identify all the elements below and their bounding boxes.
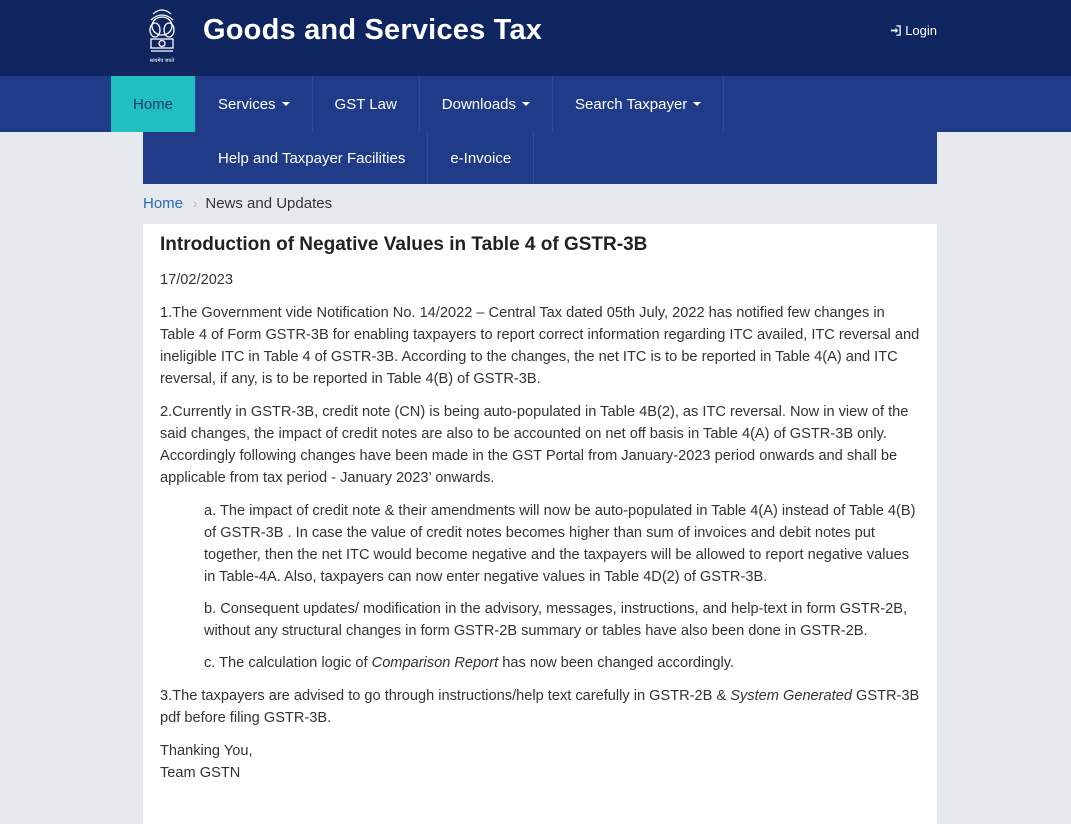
nav-help-label: Help and Taxpayer Facilities bbox=[218, 149, 406, 167]
paragraph-3-text-end: GSTR-3B pdf before filing GSTR-3B. bbox=[160, 688, 920, 726]
breadcrumb bbox=[143, 195, 332, 212]
subpoint-c-text-end: has now been changed accordingly. bbox=[498, 655, 735, 671]
nav-help-taxpayer-facilities[interactable] bbox=[196, 132, 428, 184]
secondary-navbar bbox=[143, 132, 937, 184]
caret-down-icon bbox=[522, 102, 530, 106]
nav-downloads-label: Downloads bbox=[441, 95, 517, 113]
main-navbar bbox=[0, 76, 1071, 132]
article-title: Introduction of Negative Values in Table 4 of GSTR-3B bbox=[160, 234, 648, 255]
nav-gst-law[interactable] bbox=[313, 76, 420, 132]
nav-search-taxpayer-label: Search Taxpayer bbox=[575, 95, 688, 113]
nav-services[interactable] bbox=[196, 76, 313, 132]
breadcrumb-home-link[interactable]: Home bbox=[143, 195, 184, 212]
nav-search-taxpayer[interactable] bbox=[553, 76, 724, 132]
site-title[interactable]: Goods and Services Tax bbox=[203, 14, 543, 46]
article-signoff bbox=[160, 740, 920, 784]
nav-row-secondary bbox=[196, 132, 534, 184]
login-label: Login bbox=[905, 23, 937, 38]
signoff-line-2: Team GSTN bbox=[160, 765, 241, 781]
national-emblem-logo[interactable] bbox=[143, 4, 181, 66]
nav-row-primary bbox=[111, 76, 724, 132]
nav-home[interactable] bbox=[111, 76, 196, 132]
article-subpoint-b: b. Consequent updates/ modification in the advisory, messages, instructions, and help-text in form GSTR-2B, without any structural changes in form GSTR-2B summary or tables have also been done in GSTR-2B. bbox=[204, 601, 908, 639]
article-subpoint-a: a. The impact of credit note & their amendments will now be auto-populated in Table 4(A) instead of Table 4(B) of GSTR-3B . In case the value of credit notes becomes higher than sum of invoices and debit notes put together, then the net ITC would become negative and the taxpayers will be allowed to report negative values in Table-4A. Also, taxpayers can now enter negative values in Table 4D(2) of GSTR-3B. bbox=[204, 503, 916, 585]
nav-e-invoice-label: e-Invoice bbox=[450, 149, 512, 167]
article-subpoint-c bbox=[204, 652, 920, 674]
paragraph-3-text: 3.The taxpayers are advised to go through instructions/help text carefully in GSTR-2B & bbox=[160, 688, 731, 704]
nav-gst-law-label: GST Law bbox=[334, 95, 397, 113]
breadcrumb-separator-icon: › bbox=[193, 196, 198, 211]
article-paragraph-3 bbox=[160, 685, 920, 729]
article-paragraph-2: 2.Currently in GSTR-3B, credit note (CN) is being auto-populated in Table 4B(2), as ITC reversal. Now in view of the said changes, the impact of credit notes are also to be accounted on net off basis in Table 4(A) of GSTR-3B only. Accordingly following changes have been made in the GST Portal from January-2023 period onwards and shall be applicable from tax period - January 2023’ onwards. bbox=[160, 404, 909, 486]
emblem-caption: सत्यमेव जयते bbox=[149, 58, 175, 64]
subpoint-c-text: c. The calculation logic of bbox=[204, 655, 372, 671]
subpoint-c-emphasis: Comparison Report bbox=[371, 655, 499, 671]
nav-e-invoice[interactable] bbox=[428, 132, 534, 184]
caret-down-icon bbox=[693, 102, 701, 106]
article-body bbox=[160, 269, 920, 784]
news-article-card bbox=[143, 224, 937, 824]
article-date: 17/02/2023 bbox=[160, 272, 234, 288]
breadcrumb-current: News and Updates bbox=[205, 195, 333, 212]
paragraph-3-emphasis: System Generated bbox=[730, 688, 852, 704]
signoff-line-1: Thanking You, bbox=[160, 743, 253, 759]
article-paragraph-1: 1.The Government vide Notification No. 14/2022 – Central Tax dated 05th July, 2022 has notified few changes in Table 4 of Form GSTR-3B for enabling taxpayers to report correct information regarding ITC availed, ITC reversal and ineligible ITC in Table 4 of GSTR-3B. According to the changes, the net ITC is to be reported in Table 4(A) and ITC reversal, if any, is to be reported in Table 4(B) of GSTR-3B. bbox=[160, 305, 920, 387]
nav-downloads[interactable] bbox=[420, 76, 553, 132]
sign-in-icon bbox=[890, 25, 901, 36]
caret-down-icon bbox=[282, 102, 290, 106]
login-link[interactable] bbox=[890, 23, 937, 38]
nav-home-label: Home bbox=[133, 95, 174, 113]
nav-services-label: Services bbox=[218, 95, 276, 113]
site-header bbox=[0, 0, 1071, 76]
